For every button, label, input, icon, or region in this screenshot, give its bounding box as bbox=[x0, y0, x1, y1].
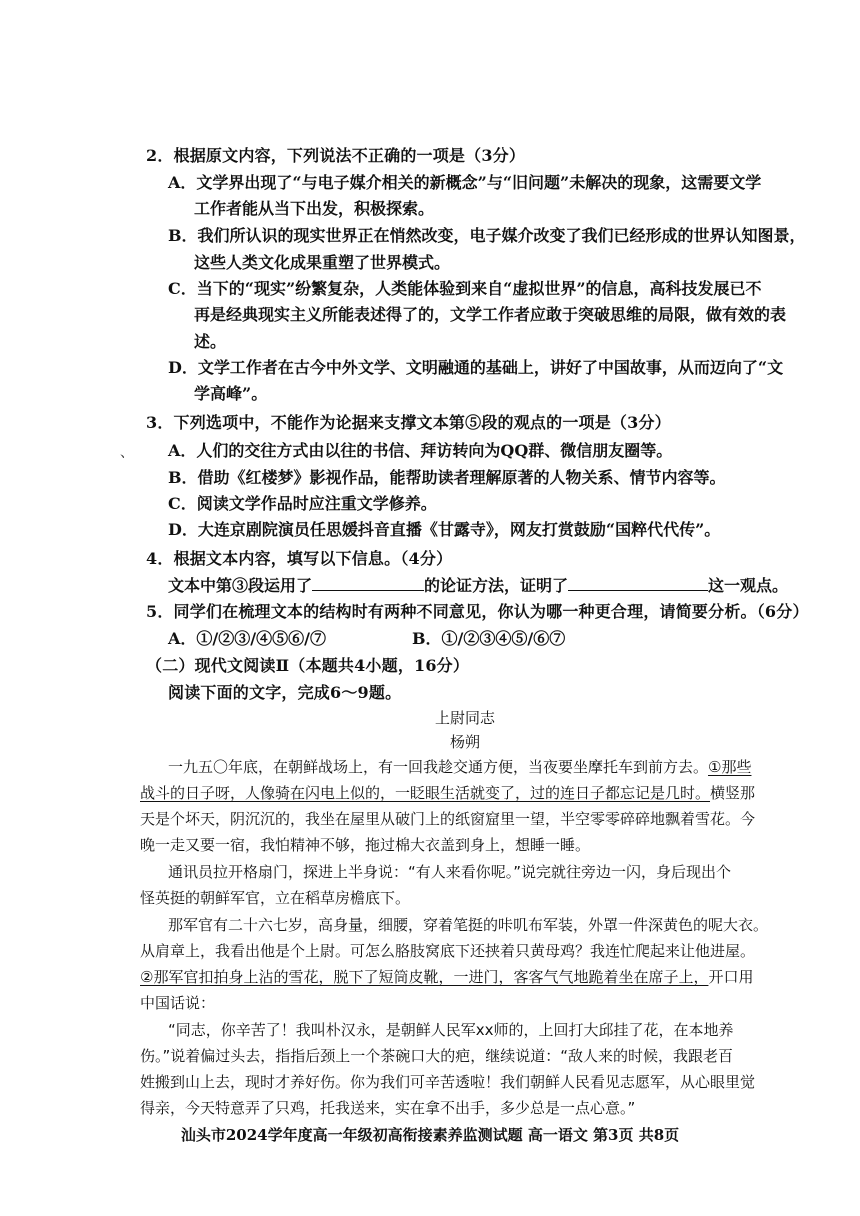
article-p4-line1: “同志，你辛苦了！我叫朴汉永，是朝鲜人民军xx师的，上回打大邱挂了花，在本地养 bbox=[168, 1021, 734, 1039]
q5-stem: 5．同学们在梳理文本的结构时有两种不同意见，你认为哪一种更合理，请简要分析。（6分） bbox=[146, 602, 809, 621]
q4-stem: 4．根据文本内容，填写以下信息。（4分） bbox=[146, 549, 453, 568]
article-p2-line2: 怪英挺的朝鲜军官，立在稻草房檐底下。 bbox=[140, 889, 411, 907]
q3-option-b: B．借助《红楼梦》影视作品，能帮助读者理解原著的人物关系、情节内容等。 bbox=[168, 468, 726, 487]
q2-option-b-line1: B．我们所认识的现实世界正在悄然改变，电子媒介改变了我们已经形成的世界认知图景， bbox=[168, 226, 806, 245]
article-p3-line2: 从肩章上，我看出他是个上尉。可怎么胳肢窝底下还挟着只黄母鸡？我连忙爬起来让他进屋。 bbox=[140, 942, 756, 960]
q2-option-d-line2: 学高峰”。 bbox=[194, 384, 268, 403]
page-footer: 汕头市2024学年度高一年级初高衔接素养监测试题 高一语文 第3页 共8页 bbox=[180, 1126, 680, 1144]
q2-option-a-line1: A．文学界出现了“与电子媒介相关的新概念”与“旧问题”未解决的现象，这需要文学 bbox=[168, 173, 762, 192]
q4-text-b: 的论证方法，证明了 bbox=[424, 576, 569, 595]
q5-option-b: B．①/②③④⑤/⑥⑦ bbox=[412, 629, 566, 648]
article-p1-line2 bbox=[140, 782, 755, 803]
article-p3-line3 bbox=[140, 966, 753, 987]
q2-option-c-line1: C．当下的“现实”纷繁复杂，人类能体验到来自“虚拟世界”的信息，高科技发展已不 bbox=[168, 279, 762, 298]
article-p1-line1 bbox=[168, 756, 751, 777]
q2-option-d-line1: D．文学工作者在古今中外文学、文明融通的基础上，讲好了中国故事，从而迈向了“文 bbox=[168, 358, 784, 377]
article-author: 杨朔 bbox=[449, 733, 480, 751]
stray-mark: 、 bbox=[120, 445, 134, 461]
q4-blank-2[interactable] bbox=[568, 576, 708, 591]
q3-option-a: A．人们的交往方式由以往的书信、拜访转向为QQ群、微信朋友圈等。 bbox=[168, 441, 673, 460]
q2-option-b-line2: 这些人类文化成果重塑了世界模式。 bbox=[194, 253, 451, 272]
article-p4-line2: 伤。”说着偏过头去，指指后颈上一个茶碗口大的疤，继续说道：“敌人来的时候，我跟老百 bbox=[140, 1047, 734, 1065]
article-p3-line4: 中国话说： bbox=[140, 994, 216, 1012]
article-p3-line1: 那军官有二十六七岁，高身量，细腰，穿着笔挺的咔叽布军装，外罩一件深黄色的呢大衣。 bbox=[168, 916, 769, 934]
article-p1-line4: 晚一走又要一宿，我怕精神不够，拖过棉大衣盖到身上，想睡一睡。 bbox=[140, 836, 591, 854]
article-p4-line3: 姓搬到山上去，现时才养好伤。你为我们可辛苦透啦！我们朝鲜人民看见志愿军，从心眼里觉 bbox=[140, 1073, 756, 1091]
p1-l1-underlined: ①那些 bbox=[708, 758, 752, 776]
section-title: （二）现代文阅读Ⅱ（本题共4小题，16分） bbox=[146, 656, 470, 675]
section-instruction: 阅读下面的文字，完成6～9题。 bbox=[168, 683, 402, 702]
q5-option-a: A．①/②③/④⑤⑥/⑦ bbox=[168, 629, 326, 648]
article-p1-line3: 天是个坏天，阴沉沉的，我坐在屋里从破门上的纸窗窟里一望，半空零零碎碎地飘着雪花。今 bbox=[140, 810, 756, 828]
q3-option-d: D．大连京剧院演员任思媛抖音直播《甘露寺》，网友打赏鼓励“国粹代代传”。 bbox=[168, 520, 721, 539]
p3-l3-underlined: ②那军官扣拍身上沾的雪花，脱下了短筒皮靴，一进门，客客气气地跪着坐在席子上， bbox=[140, 968, 709, 986]
article-title: 上尉同志 bbox=[434, 709, 495, 727]
p1-l2-text: 横竖那 bbox=[710, 784, 756, 802]
q3-stem: 3．下列选项中，不能作为论据来支撑文本第⑤段的观点的一项是（3分） bbox=[146, 413, 671, 432]
q2-option-c-line2: 再是经典现实主义所能表述得了的，文学工作者应敢于突破思维的局限，做有效的表 bbox=[194, 305, 787, 324]
q4-fill-line bbox=[168, 573, 788, 596]
q4-text-c: 这一观点。 bbox=[708, 576, 789, 595]
q4-text-a: 文本中第③段运用了 bbox=[168, 576, 313, 595]
p1-l1-text: 一九五〇年底，在朝鲜战场上，有一回我趁交通方便，当夜要坐摩托车到前方去。 bbox=[168, 758, 709, 776]
q2-option-c-line3: 述。 bbox=[194, 332, 227, 351]
article-p4-line4: 得亲，今天特意弄了只鸡，托我送来，实在拿不出手，多少总是一点心意。” bbox=[140, 1099, 636, 1117]
q3-option-c: C．阅读文学作品时应注重文学修养。 bbox=[168, 494, 437, 513]
p3-l3-text: 开口用 bbox=[708, 968, 754, 986]
p1-l2-underlined: 战斗的日子呀，人像骑在闪电上似的，一眨眼生活就变了，过的连日子都忘记是几时。 bbox=[140, 784, 711, 802]
q2-option-a-line2: 工作者能从当下出发，积极探索。 bbox=[194, 199, 435, 218]
q4-blank-1[interactable] bbox=[312, 576, 424, 591]
article-p2-line1: 通讯员拉开格扇门，探进上半身说：“有人来看你呢。”说完就往旁边一闪，身后现出个 bbox=[168, 863, 732, 881]
q2-stem: 2．根据原文内容，下列说法不正确的一项是（3分） bbox=[146, 146, 526, 165]
